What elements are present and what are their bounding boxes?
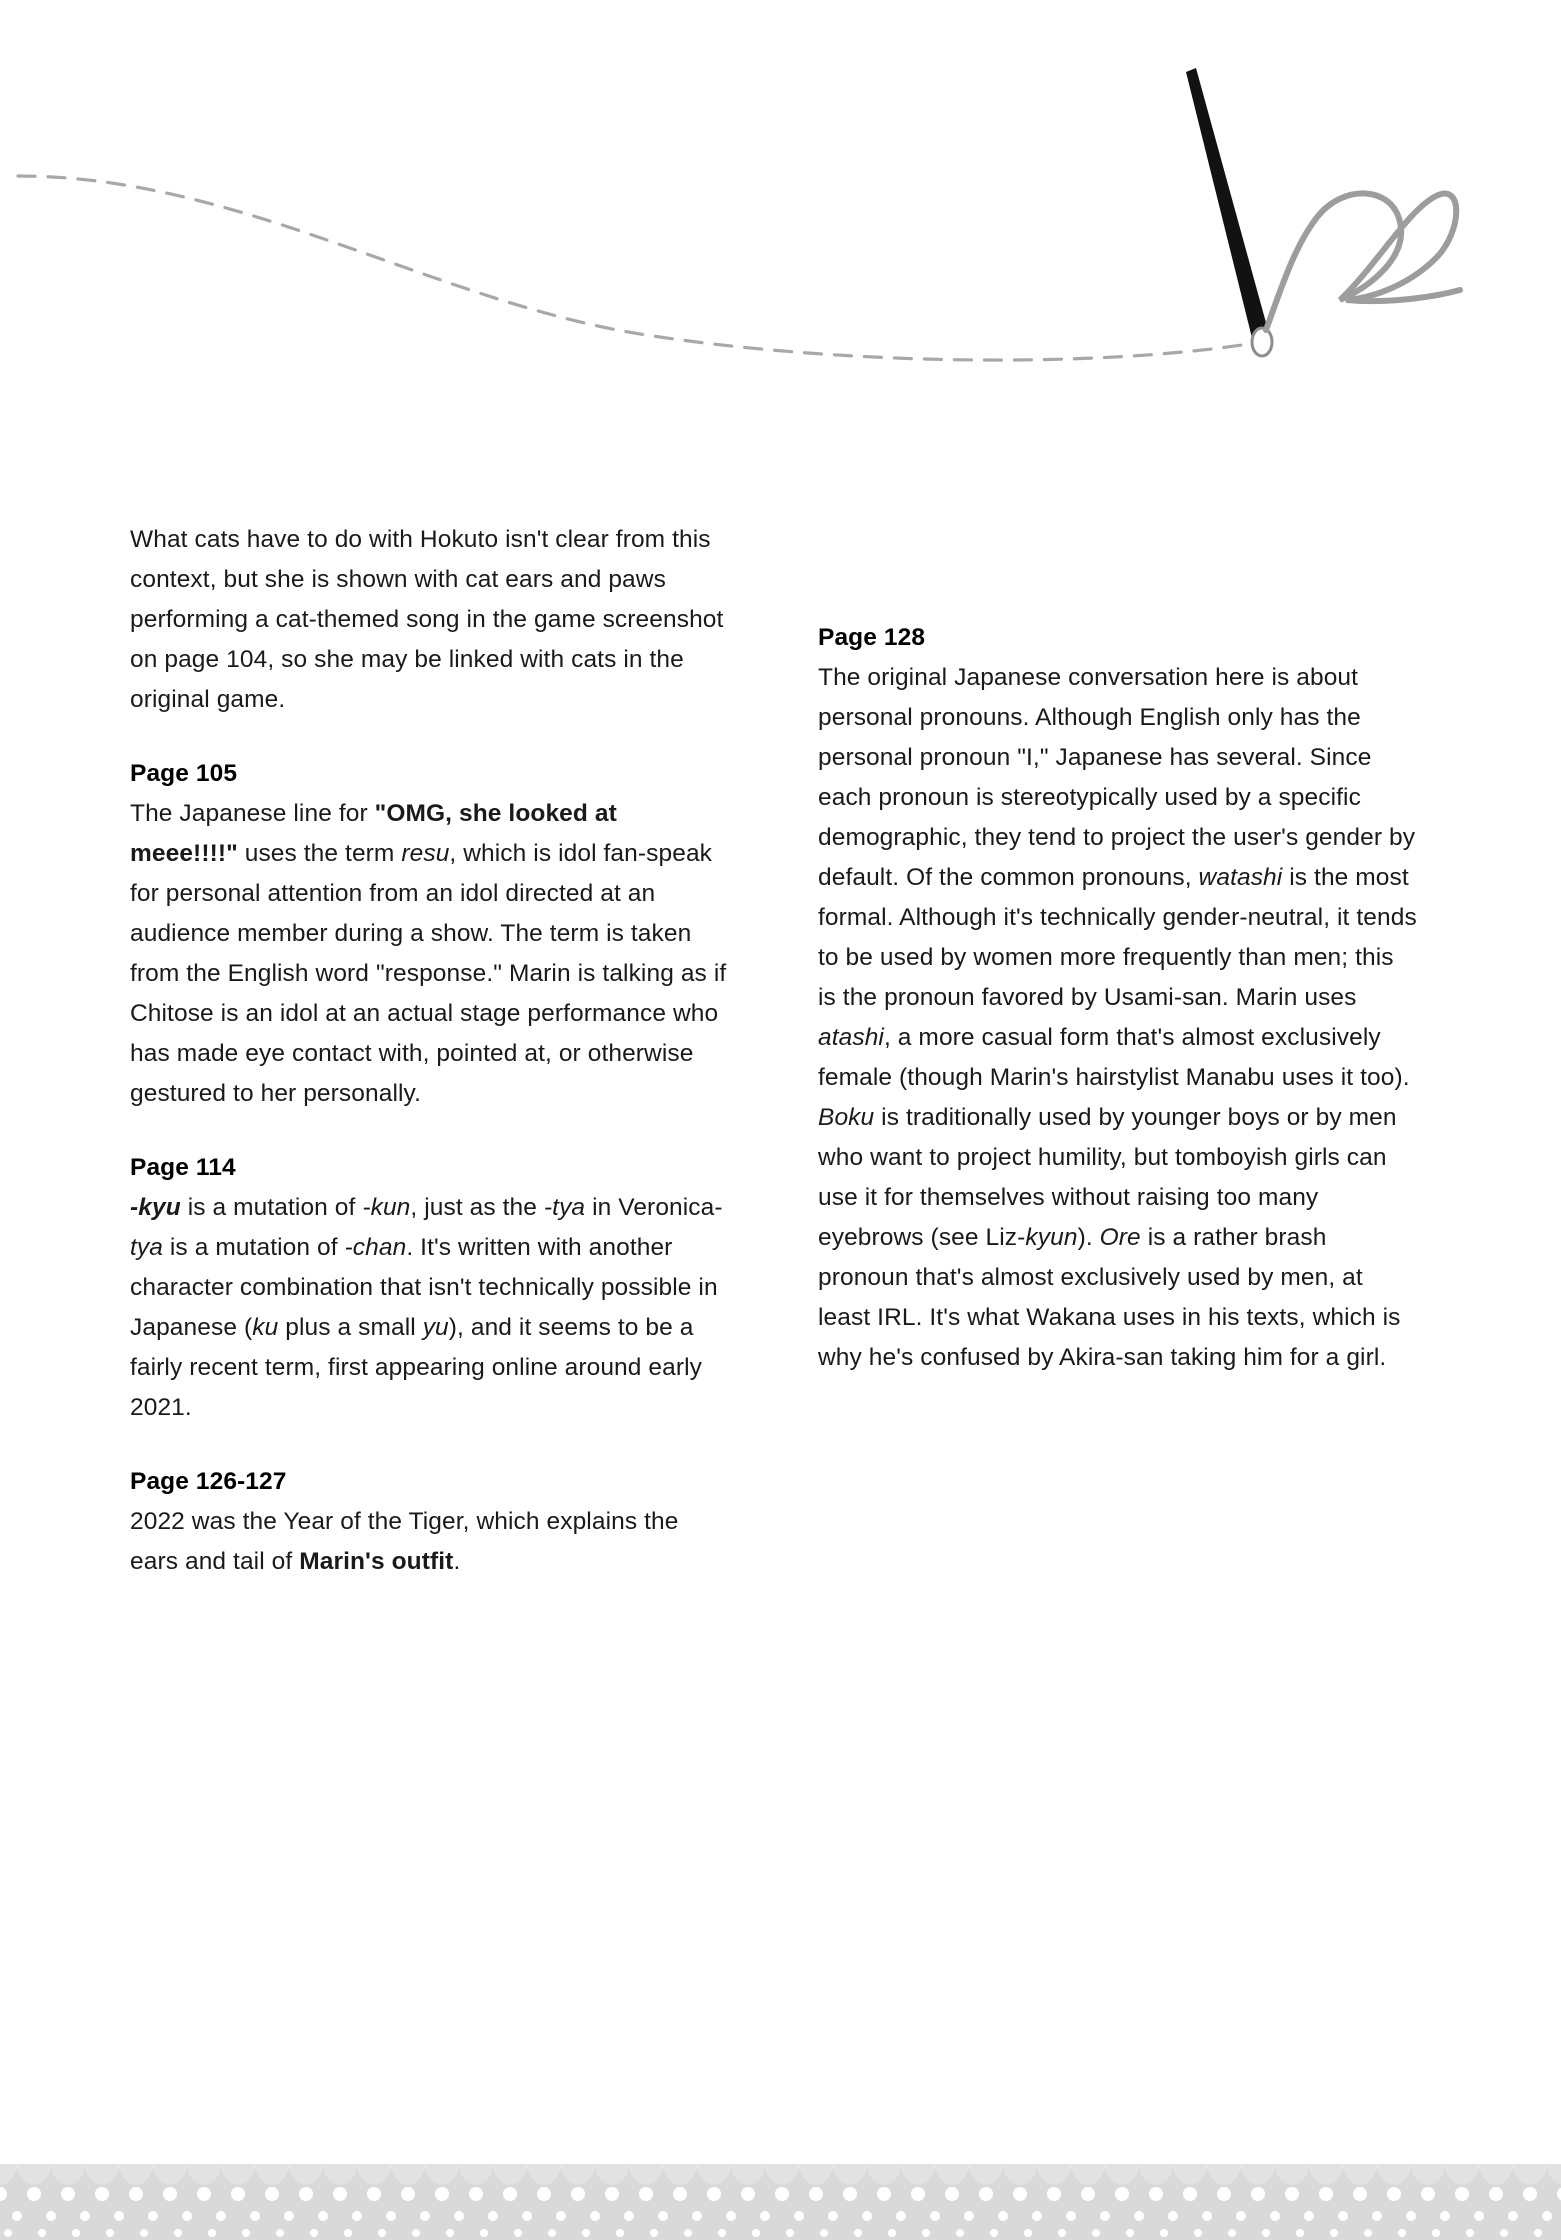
emphasis-italic: Ore	[1099, 1224, 1141, 1251]
note-heading: Page 128	[818, 624, 926, 651]
note-heading: Page 105	[130, 760, 238, 787]
emphasis-italic: yu	[422, 1314, 449, 1341]
emphasis-italic: -kun	[362, 1194, 411, 1221]
note-heading: Page 114	[130, 1154, 236, 1181]
note-block	[130, 520, 730, 720]
note-paragraph: The Japanese line for "OMG, she looked at meee!!!!" uses the term resu, which is idol fan-speak for personal attention from an idol directed at an audience member during a show. The term is taken from the English word "response." Marin is talking as if Chitose is an idol at an actual stage performance who has made eye contact with, pointed at, or otherwise gestured to her personally.	[130, 800, 727, 1107]
note-paragraph: 2022 was the Year of the Tiger, which explains the ears and tail of Marin's outfit.	[130, 1508, 679, 1575]
right-text-column	[818, 620, 1418, 1378]
note-block	[130, 756, 730, 1114]
emphasis-italic: tya	[130, 1234, 163, 1261]
note-heading: Page 126-127	[130, 1468, 287, 1495]
emphasis-italic: atashi	[818, 1024, 884, 1051]
emphasis-italic: kyun	[1025, 1224, 1078, 1251]
emphasis-italic: watashi	[1198, 864, 1283, 891]
left-text-column	[130, 520, 730, 1582]
note-block	[130, 1464, 730, 1582]
emphasis-italic: -tya	[543, 1194, 586, 1221]
note-paragraph: The original Japanese conversation here is about personal pronouns. Although English only has the personal pronoun "I," Japanese has several. Since each pronoun is stereotypically used by a specific demographic, they tend to project the user's gender by default. Of the common pronouns, watashi is the most formal. Although it's technically gender-neutral, it tends to be used by women more frequently than men; this is the pronoun favored by Usami-san. Marin uses atashi, a more casual form that's almost exclusively female (though Marin's hairstylist Manabu uses it too). Boku is traditionally used by younger boys or by men who want to project humility, but tomboyish girls can use it for themselves without raising too many eyebrows (see Liz-kyun). Ore is a rather brash pronoun that's almost exclusively used by men, at least IRL. It's what Wakana uses in his texts, which is why he's confused by Akira-san taking him for a girl.	[818, 664, 1417, 1371]
emphasis-bold: "OMG, she looked at meee!!!!"	[130, 800, 617, 867]
note-block	[818, 620, 1418, 1378]
emphasis-bold: Marin's outfit	[299, 1548, 454, 1575]
emphasis-bold-italic: -kyu	[130, 1194, 181, 1221]
emphasis-italic: Boku	[818, 1104, 875, 1131]
emphasis-italic: resu	[401, 840, 450, 867]
emphasis-italic: -chan	[344, 1234, 407, 1261]
note-block	[130, 1150, 730, 1428]
note-paragraph: What cats have to do with Hokuto isn't clear from this context, but she is shown with cat ears and paws performing a cat-themed song in the game screenshot on page 104, so she may be linked with cats in the original game.	[130, 526, 724, 713]
note-paragraph: -kyu is a mutation of -kun, just as the -tya in Veronica-tya is a mutation of -chan. It's written with another character combination that isn't technically possible in Japanese (ku plus a small yu), and it seems to be a fairly recent term, first appearing online around early 2021.	[130, 1194, 723, 1421]
emphasis-italic: ku	[252, 1314, 279, 1341]
